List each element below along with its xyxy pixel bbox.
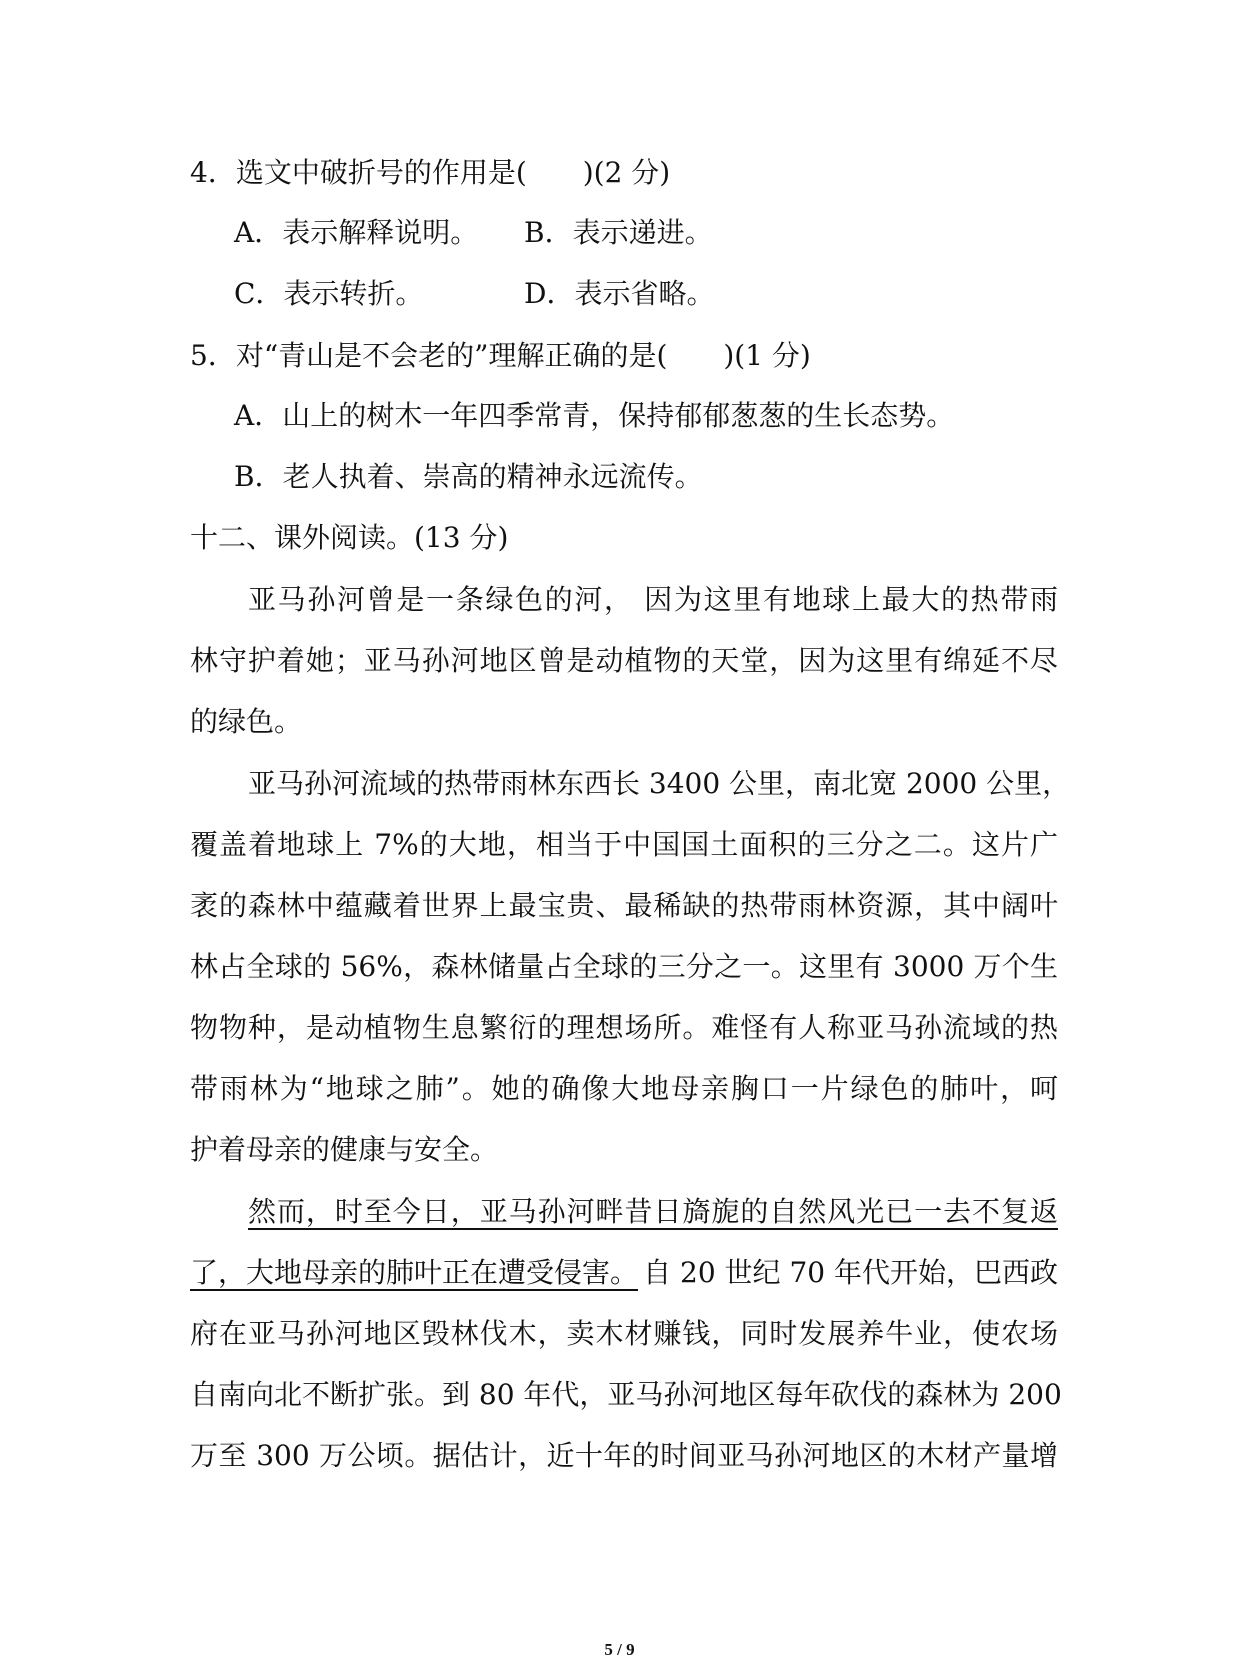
passage-p2-line-7: 护着母亲的健康与安全。 xyxy=(190,1133,499,1166)
question-5-option-a: A．山上的树木一年四季常青，保持郁郁葱葱的生长态势。 xyxy=(234,399,955,432)
passage-p3-line-5: 万至 300 万公顷。据估计，近十年的时间亚马孙河地区的木材产量增 xyxy=(190,1439,1058,1472)
passage-p2-line-6: 带雨林为“地球之肺”。她的确像大地母亲胸口一片绿色的肺叶，呵 xyxy=(190,1072,1058,1105)
passage-p1-line-3: 的绿色。 xyxy=(190,705,303,738)
passage-p3-line-2 xyxy=(190,1253,1058,1293)
question-4-option-a: A．表示解释说明。 xyxy=(234,216,479,249)
passage-p2-line-1: 亚马孙河流域的热带雨林东西长 3400 公里，南北宽 2000 公里， xyxy=(248,767,1071,800)
passage-p1-line-1: 亚马孙河曾是一条绿色的河， 因为这里有地球上最大的热带雨 xyxy=(248,583,1058,616)
question-5-option-b: B．老人执着、崇高的精神永远流传。 xyxy=(234,460,703,493)
passage-p2-line-5: 物物种，是动植物生息繁衍的理想场所。难怪有人称亚马孙流域的热 xyxy=(190,1011,1058,1044)
question-4-option-b: B．表示递进。 xyxy=(524,216,713,249)
passage-p3-line-4: 自南向北不断扩张。到 80 年代，亚马孙河地区每年砍伐的森林为 200 xyxy=(190,1378,1062,1411)
passage-p2-line-3: 袤的森林中蕴藏着世界上最宝贵、最稀缺的热带雨林资源，其中阔叶 xyxy=(190,889,1058,922)
passage-p2-line-4: 林占全球的 56%，森林储量占全球的三分之一。这里有 3000 万个生 xyxy=(190,950,1058,983)
passage-p3-line-3: 府在亚马孙河地区毁林伐木，卖木材赚钱，同时发展养牛业，使农场 xyxy=(190,1317,1058,1350)
page-number: 5 / 9 xyxy=(604,1640,635,1659)
passage-p1-line-2: 林守护着她；亚马孙河地区曾是动植物的天堂，因为这里有绵延不尽 xyxy=(190,644,1058,677)
question-4-option-c: C．表示转折。 xyxy=(234,277,424,310)
question-4-stem: 4．选文中破折号的作用是( )(2 分) xyxy=(190,156,671,189)
question-5-stem: 5．对“青山是不会老的”理解正确的是( )(1 分) xyxy=(190,339,811,372)
passage-p3-line-1-underlined: 然而，时至今日，亚马孙河畔昔日旖旎的自然风光已一去不复返 xyxy=(248,1195,1058,1228)
passage-p2-line-2: 覆盖着地球上 7%的大地，相当于中国国土面积的三分之二。这片广 xyxy=(190,828,1058,861)
passage-p3-line-2-underlined: 了，大地母亲的肺叶正在遭受侵害。 xyxy=(190,1256,639,1289)
question-4-option-d: D．表示省略。 xyxy=(524,277,715,310)
section-heading: 十二、课外阅读。(13 分) xyxy=(190,521,509,554)
passage-p3-line-2-rest: 自 20 世纪 70 年代开始，巴西政 xyxy=(643,1256,1058,1289)
